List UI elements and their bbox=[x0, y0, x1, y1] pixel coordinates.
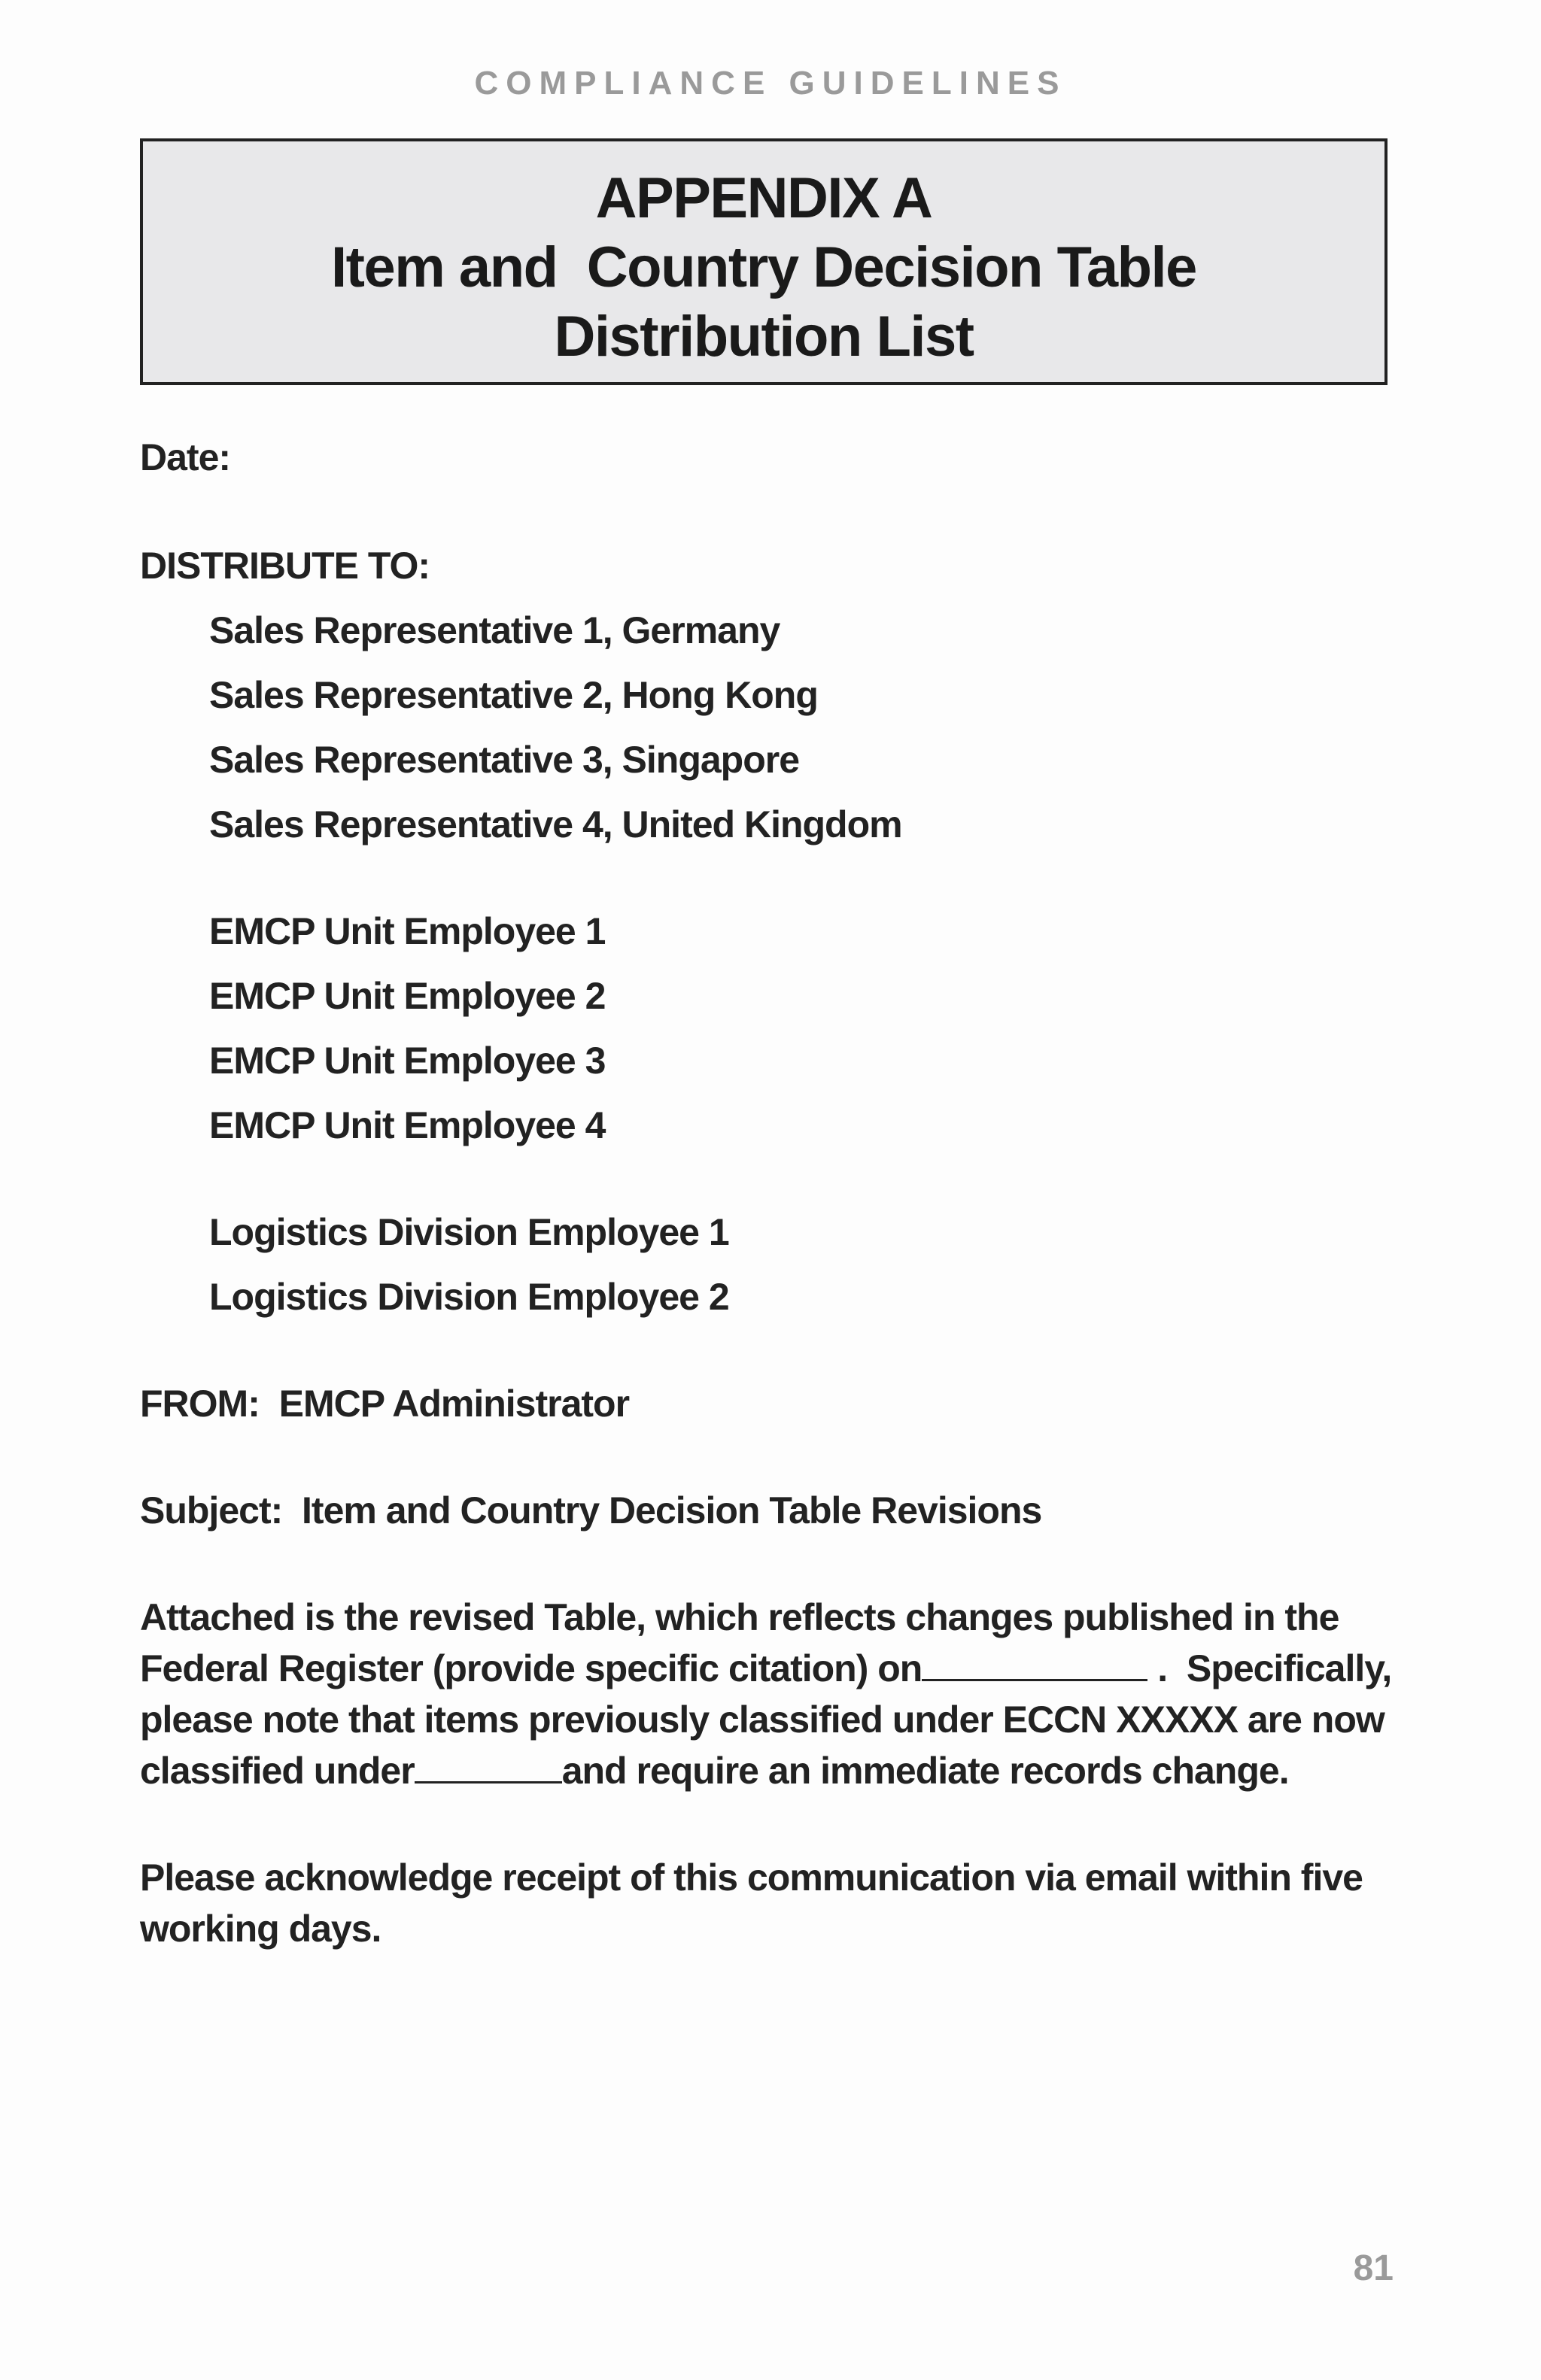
from-line: FROM: EMCP Administrator bbox=[140, 1383, 630, 1425]
list-item: EMCP Unit Employee 3 bbox=[209, 1040, 606, 1082]
list-item: EMCP Unit Employee 4 bbox=[209, 1104, 606, 1146]
body-line: Attached is the revised Table, which reflects changes published in the bbox=[140, 1596, 1339, 1638]
appendix-title: APPENDIX A bbox=[595, 166, 932, 230]
subject-line: Subject: Item and Country Decision Table Revisions bbox=[140, 1489, 1042, 1532]
body-text: and require an immediate records change. bbox=[561, 1750, 1289, 1792]
body-text: classified under bbox=[140, 1750, 415, 1792]
eccn-blank bbox=[415, 1748, 562, 1783]
list-item: Logistics Division Employee 2 bbox=[209, 1276, 729, 1318]
list-item: Sales Representative 4, United Kingdom bbox=[209, 803, 902, 845]
title-box bbox=[140, 138, 1388, 385]
closing-line: working days. bbox=[140, 1908, 381, 1950]
body-line bbox=[140, 1646, 1391, 1691]
list-item: EMCP Unit Employee 1 bbox=[209, 910, 606, 952]
date-blank bbox=[922, 1646, 1147, 1681]
page-number: 81 bbox=[1353, 2248, 1394, 2288]
body-line: please note that items previously classified under ECCN XXXXX are now bbox=[140, 1698, 1384, 1741]
distribute-to-label: DISTRIBUTE TO: bbox=[140, 545, 430, 587]
date-label: Date: bbox=[140, 436, 231, 478]
running-head: COMPLIANCE GUIDELINES bbox=[474, 65, 1067, 102]
list-item: Sales Representative 3, Singapore bbox=[209, 739, 800, 781]
list-item: Logistics Division Employee 1 bbox=[209, 1211, 729, 1253]
list-item: Sales Representative 2, Hong Kong bbox=[209, 674, 818, 716]
list-item: Sales Representative 1, Germany bbox=[209, 609, 780, 651]
body-text: . Specifically, bbox=[1147, 1647, 1392, 1689]
closing-line: Please acknowledge receipt of this communication via email within five bbox=[140, 1856, 1363, 1899]
list-item: EMCP Unit Employee 2 bbox=[209, 975, 606, 1017]
appendix-subtitle: Item and Country Decision Table bbox=[331, 235, 1196, 299]
body-line bbox=[140, 1748, 1289, 1793]
body-text: Federal Register (provide specific citation) on bbox=[140, 1647, 922, 1689]
appendix-subtitle-2: Distribution List bbox=[554, 305, 974, 369]
